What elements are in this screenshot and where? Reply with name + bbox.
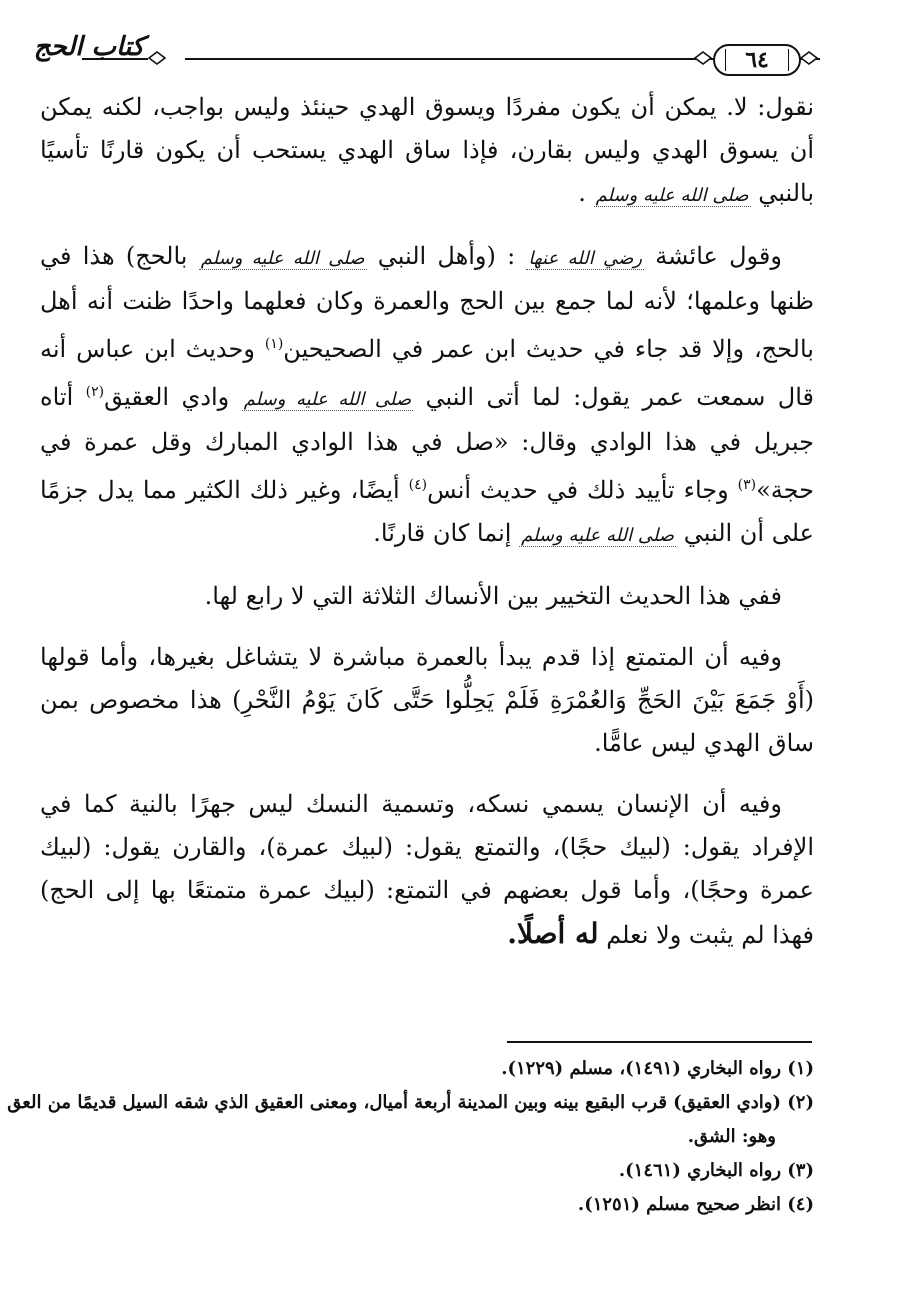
paragraph-2-e: وادي العقيق	[104, 383, 230, 411]
page-header	[30, 28, 820, 88]
header-rule-left	[82, 58, 148, 60]
footnotes	[7, 1052, 814, 1222]
paragraph-2-d: وحديث ابن عباس أنه قال سمعت عمر يقول: لما أتى النبي	[40, 335, 814, 411]
honorific-ligature: صلى الله عليه وسلم	[521, 525, 675, 546]
page-number-text: ٦٤	[745, 47, 769, 73]
honorific-ligature-aisha: رضي الله عنها	[528, 248, 643, 269]
paragraph-3: ففي هذا الحديث التخيير بين الأنساك الثلاثة التي لا رابع لها.	[204, 582, 782, 610]
paragraph-1-text: نقول: لا. يمكن أن يكون مفردًا ويسوق الهدي حينئذ وليس بواجب، لكنه يمكن أن يسوق الهدي وليس بقارن، فإذا ساق الهدي يستحب أن يكون قارنًا تأسيًا بالنبي	[40, 93, 814, 207]
running-title: كتاب الحج	[33, 32, 145, 62]
paragraph-2-c: بالحج) هذا في ظنها وعلمها؛ لأنه لما جمع بين الحج والعمرة وكان فعلهما واحدًا ظنت أنه أهل بالحج، وإلا قد جاء في حديث ابن عمر في الصحيحين	[40, 242, 814, 363]
paragraph-5-end: له أصلًا.	[507, 917, 599, 950]
footnote-4: (٤) انظر صحيح مسلم (١٢٥١).	[577, 1194, 814, 1215]
paragraph-2-g: وجاء تأييد ذلك في حديث أنس	[427, 476, 729, 504]
paragraph-2-a: وقول عائشة	[655, 242, 782, 270]
paragraph-2-h: أيضًا، وغير ذلك الكثير مما يدل جزمًا على أن النبي	[40, 476, 814, 547]
paragraph-1	[40, 86, 814, 217]
page-number-ornament-left-icon	[694, 50, 712, 66]
paragraph-1-end: .	[578, 179, 586, 207]
paragraph-2-f: أتاه جبريل في هذا الوادي وقال: «صل في هذا الوادي المبارك وقل عمرة في حجة»	[40, 383, 814, 504]
paragraph-2-i: إنما كان قارنًا.	[373, 519, 512, 547]
footnote-3: (٣) رواه البخاري (١٤٦١).	[618, 1160, 814, 1181]
page-number-ornament-right-icon	[800, 50, 818, 66]
paragraph-5-text: وفيه أن الإنسان يسمي نسكه، وتسمية النسك ليس جهرًا بالنية كما في الإفراد يقول: (لبيك حجًا)، والتمتع يقول: (لبيك عمرة)، والقارن يقول: (لبيك عمرة وحجًا)، وأما قول بعضهم في التمتع: (لبيك عمرة متمتعًا بها إلى الحج) فهذا لم يثبت ولا نعلم	[40, 790, 814, 949]
page-number	[713, 44, 801, 76]
paragraph-4: وفيه أن المتمتع إذا قدم يبدأ بالعمرة مباشرة لا يتشاغل بغيرها، وأما قولها (أَوْ جَمَعَ بَيْنَ الحَجِّ وَالعُمْرَةِ فَلَمْ يَحِلُّوا حَتَّى كَانَ يَوْمُ النَّحْرِ) هذا مخصوص بمن ساق الهدي ليس عامًّا.	[40, 643, 814, 757]
honorific-ligature: صلى الله عليه وسلم	[243, 389, 412, 410]
paragraph-5	[40, 783, 814, 957]
footnote-2: (٢) (وادي العقيق) قرب البقيع بينه وبين المدينة أربعة أميال، ومعنى العقيق الذي شقه السيل قديمًا من العق	[7, 1092, 814, 1113]
main-text	[40, 86, 814, 975]
footnote-separator	[507, 1041, 812, 1043]
footnote-2-continuation: وهو: الشق.	[687, 1126, 776, 1147]
paragraph-2-b: : (وأهل النبي	[377, 242, 516, 270]
footnote-ref-4[interactable]: (٤)	[408, 477, 428, 493]
header-ornament-icon	[148, 50, 166, 66]
honorific-ligature: صلى الله عليه وسلم	[595, 185, 749, 206]
paragraph-2	[40, 235, 814, 557]
page-number-frame	[725, 49, 789, 71]
footnote-ref-2[interactable]: (٢)	[85, 384, 105, 400]
footnote-ref-1[interactable]: (١)	[264, 336, 284, 352]
honorific-ligature: صلى الله عليه وسلم	[200, 248, 365, 269]
footnote-1: (١) رواه البخاري (١٤٩١)، مسلم (١٢٢٩).	[501, 1058, 814, 1079]
footnote-ref-3[interactable]: (٣)	[737, 477, 757, 493]
